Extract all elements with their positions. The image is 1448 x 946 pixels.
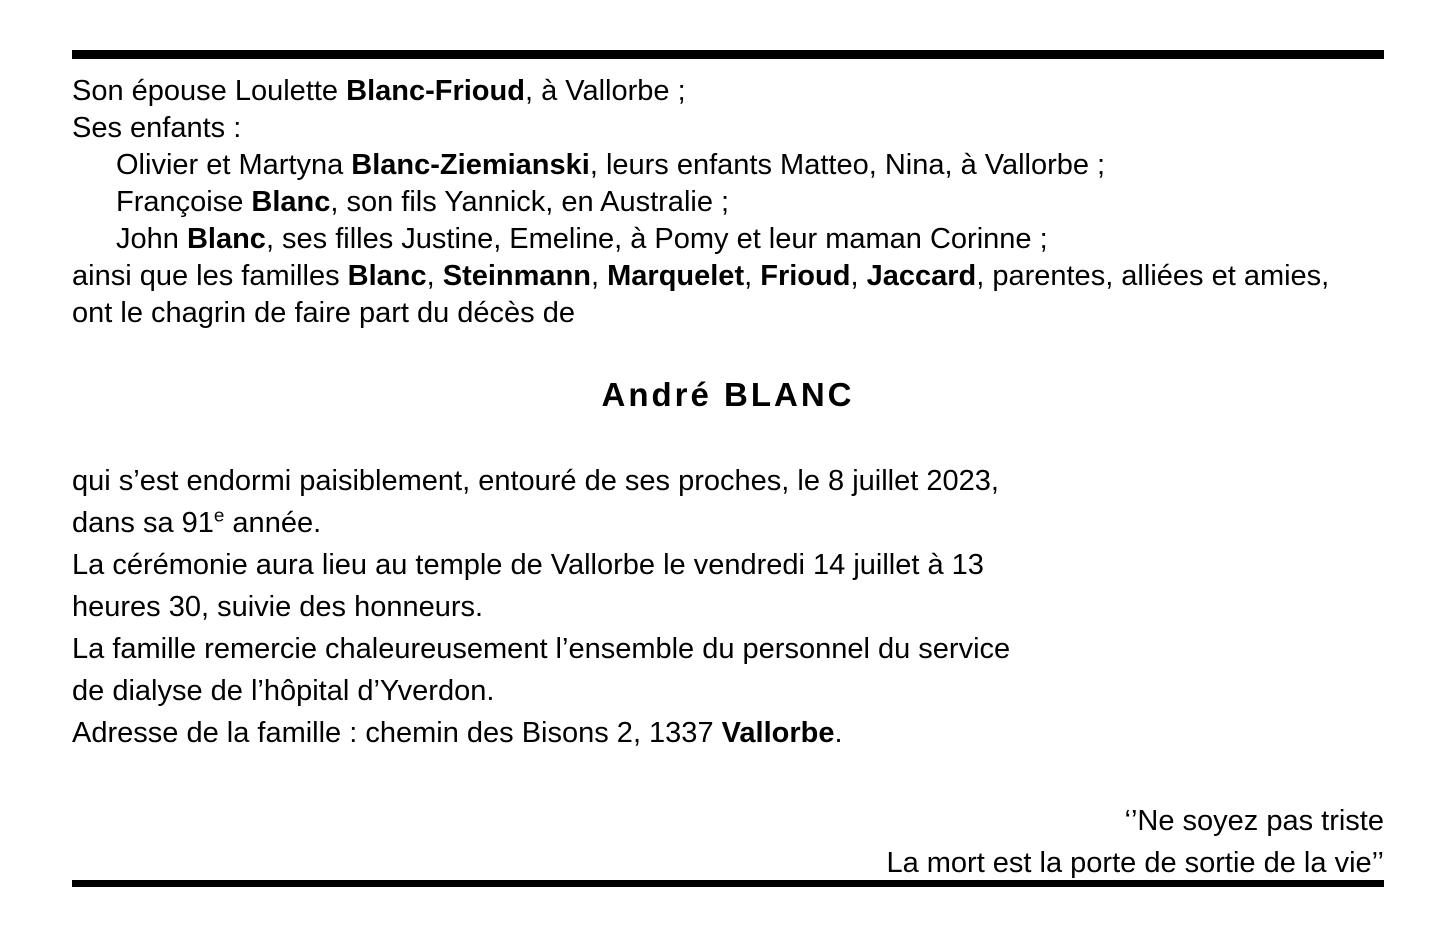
address-suffix: .	[834, 717, 843, 749]
details-line-1: qui s’est endormi paisiblement, entouré de ses proches, le 8 juillet 2023,	[72, 465, 999, 497]
age-ordinal-suffix: e	[213, 504, 225, 526]
family-line-children-header	[72, 110, 1384, 147]
family-line-surname: Blanc	[186, 223, 266, 255]
quote-line-1: ‘’Ne soyez pas triste	[1124, 805, 1384, 837]
family-block	[72, 59, 1384, 332]
address-city: Vallorbe	[721, 717, 835, 749]
deceased-name: André BLANC	[601, 376, 855, 413]
family-line-text: Son épouse Loulette	[72, 75, 347, 107]
quote-block	[72, 800, 1384, 884]
family-line-surname: Blanc-Ziemianski	[351, 149, 590, 181]
family-surname-2: Steinmann	[442, 260, 591, 292]
family-line-surname: Blanc	[251, 186, 331, 218]
announcement-line: ont le chagrin de faire part du décès de	[72, 297, 575, 329]
top-rule	[72, 50, 1384, 59]
details-line-3: La cérémonie aura lieu au temple de Vallorbe le vendredi 14 juillet à 13	[72, 549, 984, 581]
family-line-child-2	[72, 184, 1384, 221]
death-notice	[72, 50, 1384, 884]
details-line-age	[72, 502, 1384, 544]
family-line-spouse	[72, 73, 1384, 110]
family-line-child-1	[72, 147, 1384, 184]
family-line-suffix: , ses filles Justine, Emeline, à Pomy et leur maman Corinne ;	[265, 223, 1048, 255]
details-line-6: de dialyse de l’hôpital d’Yverdon.	[72, 675, 495, 707]
families-intro: ainsi que les familles	[72, 260, 348, 292]
family-surname-1: Blanc	[347, 260, 427, 292]
age-suffix: année.	[224, 507, 322, 539]
family-line-child-3	[72, 221, 1384, 258]
details-line-5: La famille remercie chaleureusement l’ensemble du personnel du service	[72, 633, 1011, 665]
families-line: ainsi que les familles Blanc, Steinmann, Marquelet, Frioud, Jaccard, parentes, alliées et amies,	[72, 260, 1330, 292]
details-block	[72, 460, 1384, 754]
family-line-suffix: , son fils Yannick, en Australie ;	[330, 186, 730, 218]
quote-line-2: La mort est la porte de sortie de la vie’’	[886, 847, 1384, 879]
details-line-4: heures 30, suivie des honneurs.	[72, 591, 484, 623]
family-line-suffix: , leurs enfants Matteo, Nina, à Vallorbe ;	[589, 149, 1106, 181]
family-surname-5: Jaccard	[866, 260, 977, 292]
family-line-text: John	[116, 223, 187, 255]
families-suffix: , parentes, alliées et amies,	[976, 260, 1330, 292]
address-prefix: Adresse de la famille : chemin des Bisons 2, 1337	[72, 717, 722, 749]
family-surname-4: Frioud	[760, 260, 851, 292]
family-line-suffix: , à Vallorbe ;	[524, 75, 686, 107]
age-prefix: dans sa 91	[72, 507, 214, 539]
family-line-surname: Blanc-Frioud	[346, 75, 525, 107]
family-line-text: Ses enfants :	[72, 112, 242, 144]
family-line-text: Olivier et Martyna	[116, 149, 352, 181]
details-line-address	[72, 712, 1384, 754]
bottom-rule	[72, 880, 1384, 887]
family-surname-3: Marquelet	[607, 260, 745, 292]
family-line-text: Françoise	[116, 186, 252, 218]
